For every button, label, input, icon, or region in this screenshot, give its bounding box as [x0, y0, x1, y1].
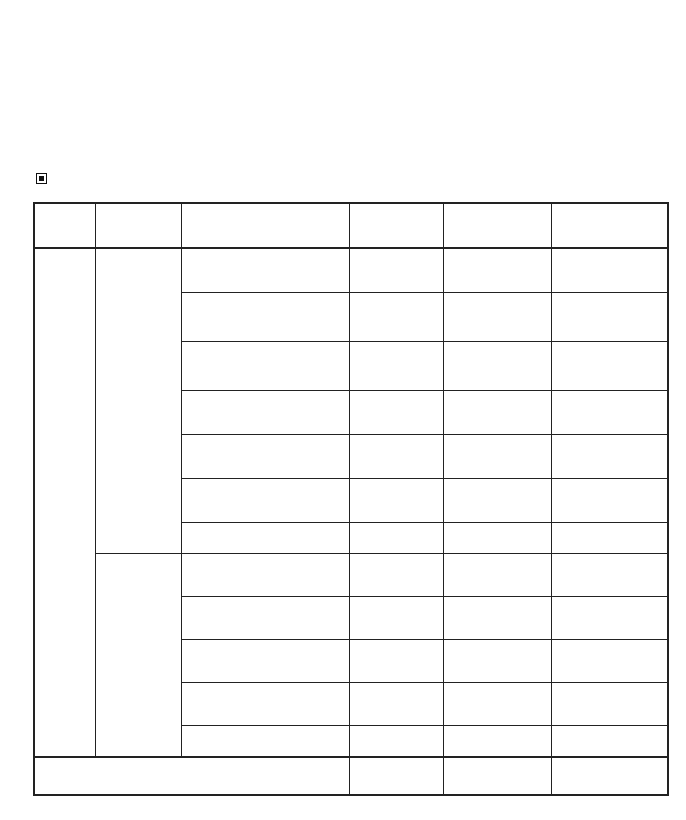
header-grade	[34, 203, 95, 248]
applicants-cell	[443, 292, 551, 341]
subtotal-applicants	[443, 522, 551, 553]
planned-cell	[349, 390, 443, 434]
category-cell	[181, 434, 349, 478]
header-ratio	[551, 203, 668, 248]
category-cell	[181, 341, 349, 390]
planned-cell	[349, 596, 443, 639]
ratio-cell	[551, 682, 668, 725]
subtotal-ratio	[551, 522, 668, 553]
total-planned	[349, 757, 443, 795]
planned-cell	[349, 341, 443, 390]
subtotal-planned	[349, 725, 443, 757]
ratio-cell	[551, 341, 668, 390]
header-row	[34, 203, 668, 248]
bottom-bar-blue	[455, 118, 666, 123]
total-applicants	[443, 757, 551, 795]
planned-cell	[349, 682, 443, 725]
category-cell	[181, 390, 349, 434]
bottom-bar-purple	[244, 118, 455, 123]
applicants-cell	[443, 553, 551, 596]
header-method	[95, 203, 181, 248]
header-category	[181, 203, 349, 248]
planned-cell	[349, 292, 443, 341]
subtotal-label	[181, 522, 349, 553]
total-ratio	[551, 757, 668, 795]
square-bullet-icon	[36, 173, 47, 184]
grade-cell	[34, 248, 95, 757]
header-applicants	[443, 203, 551, 248]
category-cell	[181, 248, 349, 292]
applicants-cell	[443, 682, 551, 725]
ratio-cell	[551, 292, 668, 341]
ratio-cell	[551, 596, 668, 639]
category-cell	[181, 292, 349, 341]
total-label	[34, 757, 349, 795]
planned-cell	[349, 639, 443, 682]
ratio-cell	[551, 553, 668, 596]
applicants-cell	[443, 596, 551, 639]
ratio-cell	[551, 390, 668, 434]
top-bar-orange	[34, 21, 350, 26]
subtotal-applicants	[443, 725, 551, 757]
ratio-cell	[551, 478, 668, 522]
ratio-cell	[551, 434, 668, 478]
results-table	[33, 202, 669, 796]
method-career-competition	[95, 553, 181, 757]
planned-cell	[349, 553, 443, 596]
subtotal-ratio	[551, 725, 668, 757]
table-row	[34, 248, 668, 292]
applicants-cell	[443, 341, 551, 390]
header-planned	[349, 203, 443, 248]
basis-date-line	[36, 171, 53, 187]
top-bar-green	[350, 21, 666, 26]
applicants-cell	[443, 434, 551, 478]
applicants-cell	[443, 248, 551, 292]
planned-cell	[349, 434, 443, 478]
method-open-competition	[95, 248, 181, 553]
category-cell	[181, 553, 349, 596]
ratio-cell	[551, 639, 668, 682]
planned-cell	[349, 248, 443, 292]
applicants-cell	[443, 390, 551, 434]
bottom-color-bar	[34, 118, 666, 123]
ratio-cell	[551, 248, 668, 292]
table-row	[34, 553, 668, 596]
subtotal-planned	[349, 522, 443, 553]
category-cell	[181, 682, 349, 725]
top-color-bar	[34, 21, 666, 26]
applicants-cell	[443, 639, 551, 682]
planned-cell	[349, 478, 443, 522]
subtotal-label	[181, 725, 349, 757]
applicants-cell	[443, 478, 551, 522]
bottom-bar-red	[34, 118, 244, 123]
total-row	[34, 757, 668, 795]
category-cell	[181, 639, 349, 682]
category-cell	[181, 596, 349, 639]
category-cell	[181, 478, 349, 522]
